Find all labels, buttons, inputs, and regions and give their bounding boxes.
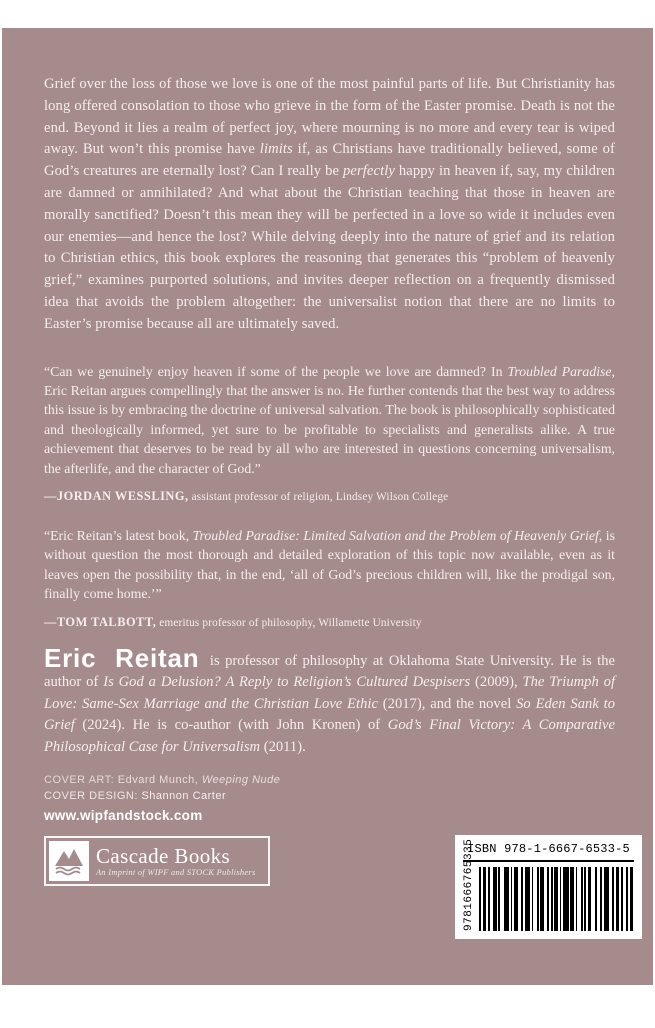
blurb-wessling [44, 362, 615, 504]
publisher-imprint: An Imprint of WIPF and STOCK Publishers [96, 868, 256, 878]
cover-art-credit: COVER ART: Edvard Munch, Weeping Nude [44, 774, 281, 787]
blurb-talbott [44, 526, 615, 630]
publisher-logo [44, 836, 270, 886]
isbn-number: ISBN 978-1-6667-6533-5 [463, 842, 634, 862]
blurb-attribution: —TOM TALBOTT, emeritus professor of philosophy, Willamette University [44, 614, 422, 629]
publisher-website: www.wipfandstock.com [44, 808, 203, 824]
author-bio-text: is professor of philosophy at Oklahoma State University. He is the author of Is God a Delusion? A Reply to Religion’s Cultured Despisers (2009), The Triumph of Love: Same-Sex Marriage and the Christian Love Ethic (2017), and the novel So Eden Sank to Grief (2024). He is co-author (with John Kronen) of God’s Final Victory: A Comparative Philosophical Case for Universalism (2011). [44, 652, 616, 755]
blurb-quote: “Eric Reitan’s latest book, Troubled Paradise: Limited Salvation and the Problem of Heavenly Grief, is without question the most thorough and detailed exploration of this topic now available, even as it leaves open the possibility that, in the end, ‘all of God’s precious children will, like the prodigal son, finally come home.’” [44, 528, 616, 602]
isbn-barcode [455, 835, 642, 939]
author-name: Eric Reitan [44, 642, 200, 673]
credits-block [44, 772, 434, 824]
publisher-text [96, 845, 256, 877]
blurb-attribution: —JORDAN WESSLING, assistant professor of religion, Lindsey Wilson College [44, 489, 449, 503]
author-bio [44, 642, 616, 759]
blurb-quote: “Can we genuinely enjoy heaven if some of the people we love are damned? In Troubled Paradise, Eric Reitan argues compellingly that the answer is no. He further contends that the best way to address this issue is by embracing the doctrine of universal salvation. The book is philosophically sophisticated and theologically informed, yet sure to be profitable to specialists and generalists alike. A true achievement that deserves to be read by all who are interested in questions concerning universalism, the afterlife, and the character of God.” [44, 363, 615, 476]
barcode-bars [479, 867, 634, 931]
publisher-name: Cascade Books [96, 844, 231, 869]
mountain-icon [49, 841, 89, 881]
book-back-cover [2, 28, 653, 985]
cover-design-credit: COVER DESIGN: Shannon Carter [44, 790, 227, 803]
description-paragraph: Grief over the loss of those we love is one of the most painful parts of life. But Christianity has long offered consolation to those who grieve in the form of the Easter promise. Death is not the end. Beyond it lies a realm of perfect joy, where mourning is no more and every tear is wiped away. But won’t this promise have limits if, as Christians have traditionally believed, some of God’s creatures are eternally lost? Can I really be perfectly happy in heaven if, say, my children are damned or annihilated? And what about the Christian teaching that those in heaven are morally sanctified? Doesn’t this mean they will be perfected in a love so wide it includes even our enemies—and hence the lost? While delving deeply into the nature of grief and its relation to Christian ethics, this book explores the reasoning that generates this “problem of heavenly grief,” examines purported solutions, and invites deeper reflection on a frequently dismissed idea that avoids the problem altogether: the universalist notion that there are no limits to Easter’s promise because all are ultimately saved. [44, 76, 616, 332]
barcode-digits: 9781666765335 [463, 838, 475, 931]
